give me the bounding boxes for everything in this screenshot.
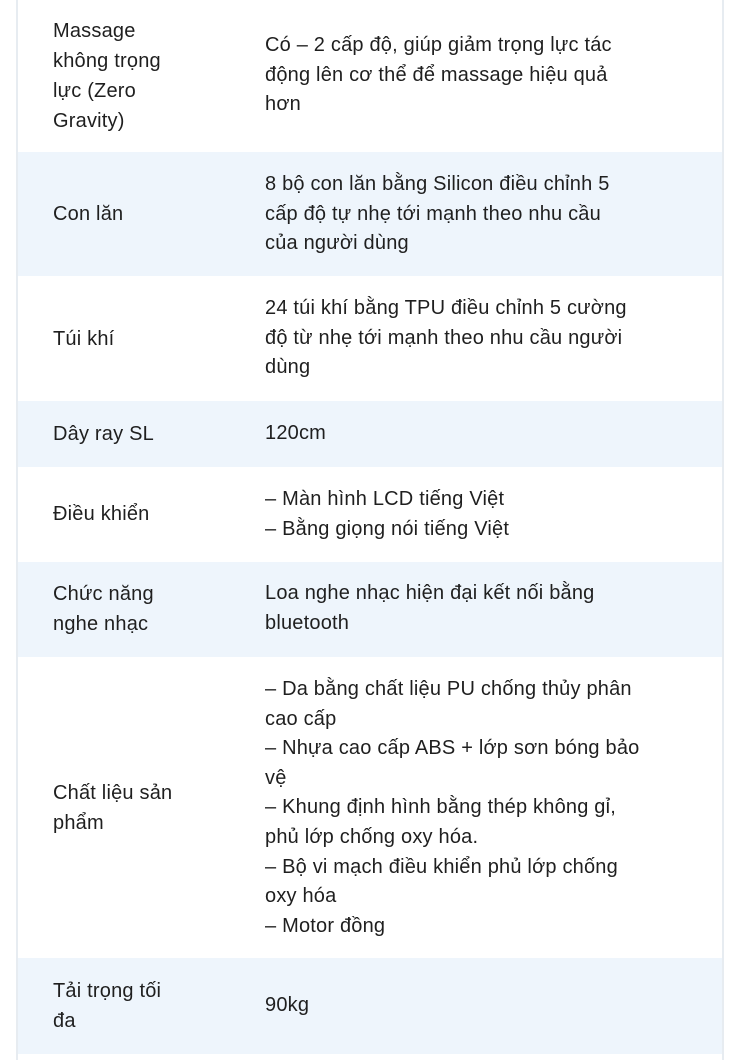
row-value: 8 bộ con lăn bằng Silicon điều chỉnh 5 cấp độ tự nhẹ tới mạnh theo nhu cầu của người dùng [265,173,610,255]
row-value: – Màn hình LCD tiếng Việt – Bằng giọng nói tiếng Việt [265,488,510,540]
spec-table [16,0,724,1060]
row-value: Loa nghe nhạc hiện đại kết nối bằng bluetooth [265,582,595,634]
row-label: Chất liệu sản phẩm [53,782,173,834]
row-value: 24 túi khí bằng TPU điều chỉnh 5 cường độ từ nhẹ tới mạnh theo nhu cầu người dùng [265,297,627,379]
table-row [18,562,722,657]
row-label: Túi khí [53,328,115,350]
row-label: Dây ray SL [53,423,154,445]
table-row [18,276,722,401]
row-label: Massage không trọng lực (Zero Gravity) [53,20,161,132]
table-row [18,0,722,152]
row-label: Tải trọng tối đa [53,980,162,1032]
row-value: 90kg [265,994,310,1016]
row-value: Có – 2 cấp độ, giúp giảm trọng lực tác động lên cơ thể để massage hiệu quả hơn [265,34,612,116]
row-label: Điều khiển [53,503,150,525]
row-label: Con lăn [53,203,124,225]
table-row [18,958,722,1054]
table-row [18,467,722,562]
row-label: Chức năng nghe nhạc [53,583,154,635]
table-row [18,401,722,467]
table-row [18,152,722,276]
row-value: – Da bằng chất liệu PU chống thủy phân cao cấp – Nhựa cao cấp ABS + lớp sơn bóng bảo vệ – Khung định hình bằng thép không gỉ, phủ lớp chống oxy hóa. – Bộ vi mạch điều khiển phủ lớp chống oxy hóa – Motor đồng [265,678,640,937]
row-value: 120cm [265,422,327,444]
table-row [18,657,722,958]
table-row [18,1054,722,1060]
